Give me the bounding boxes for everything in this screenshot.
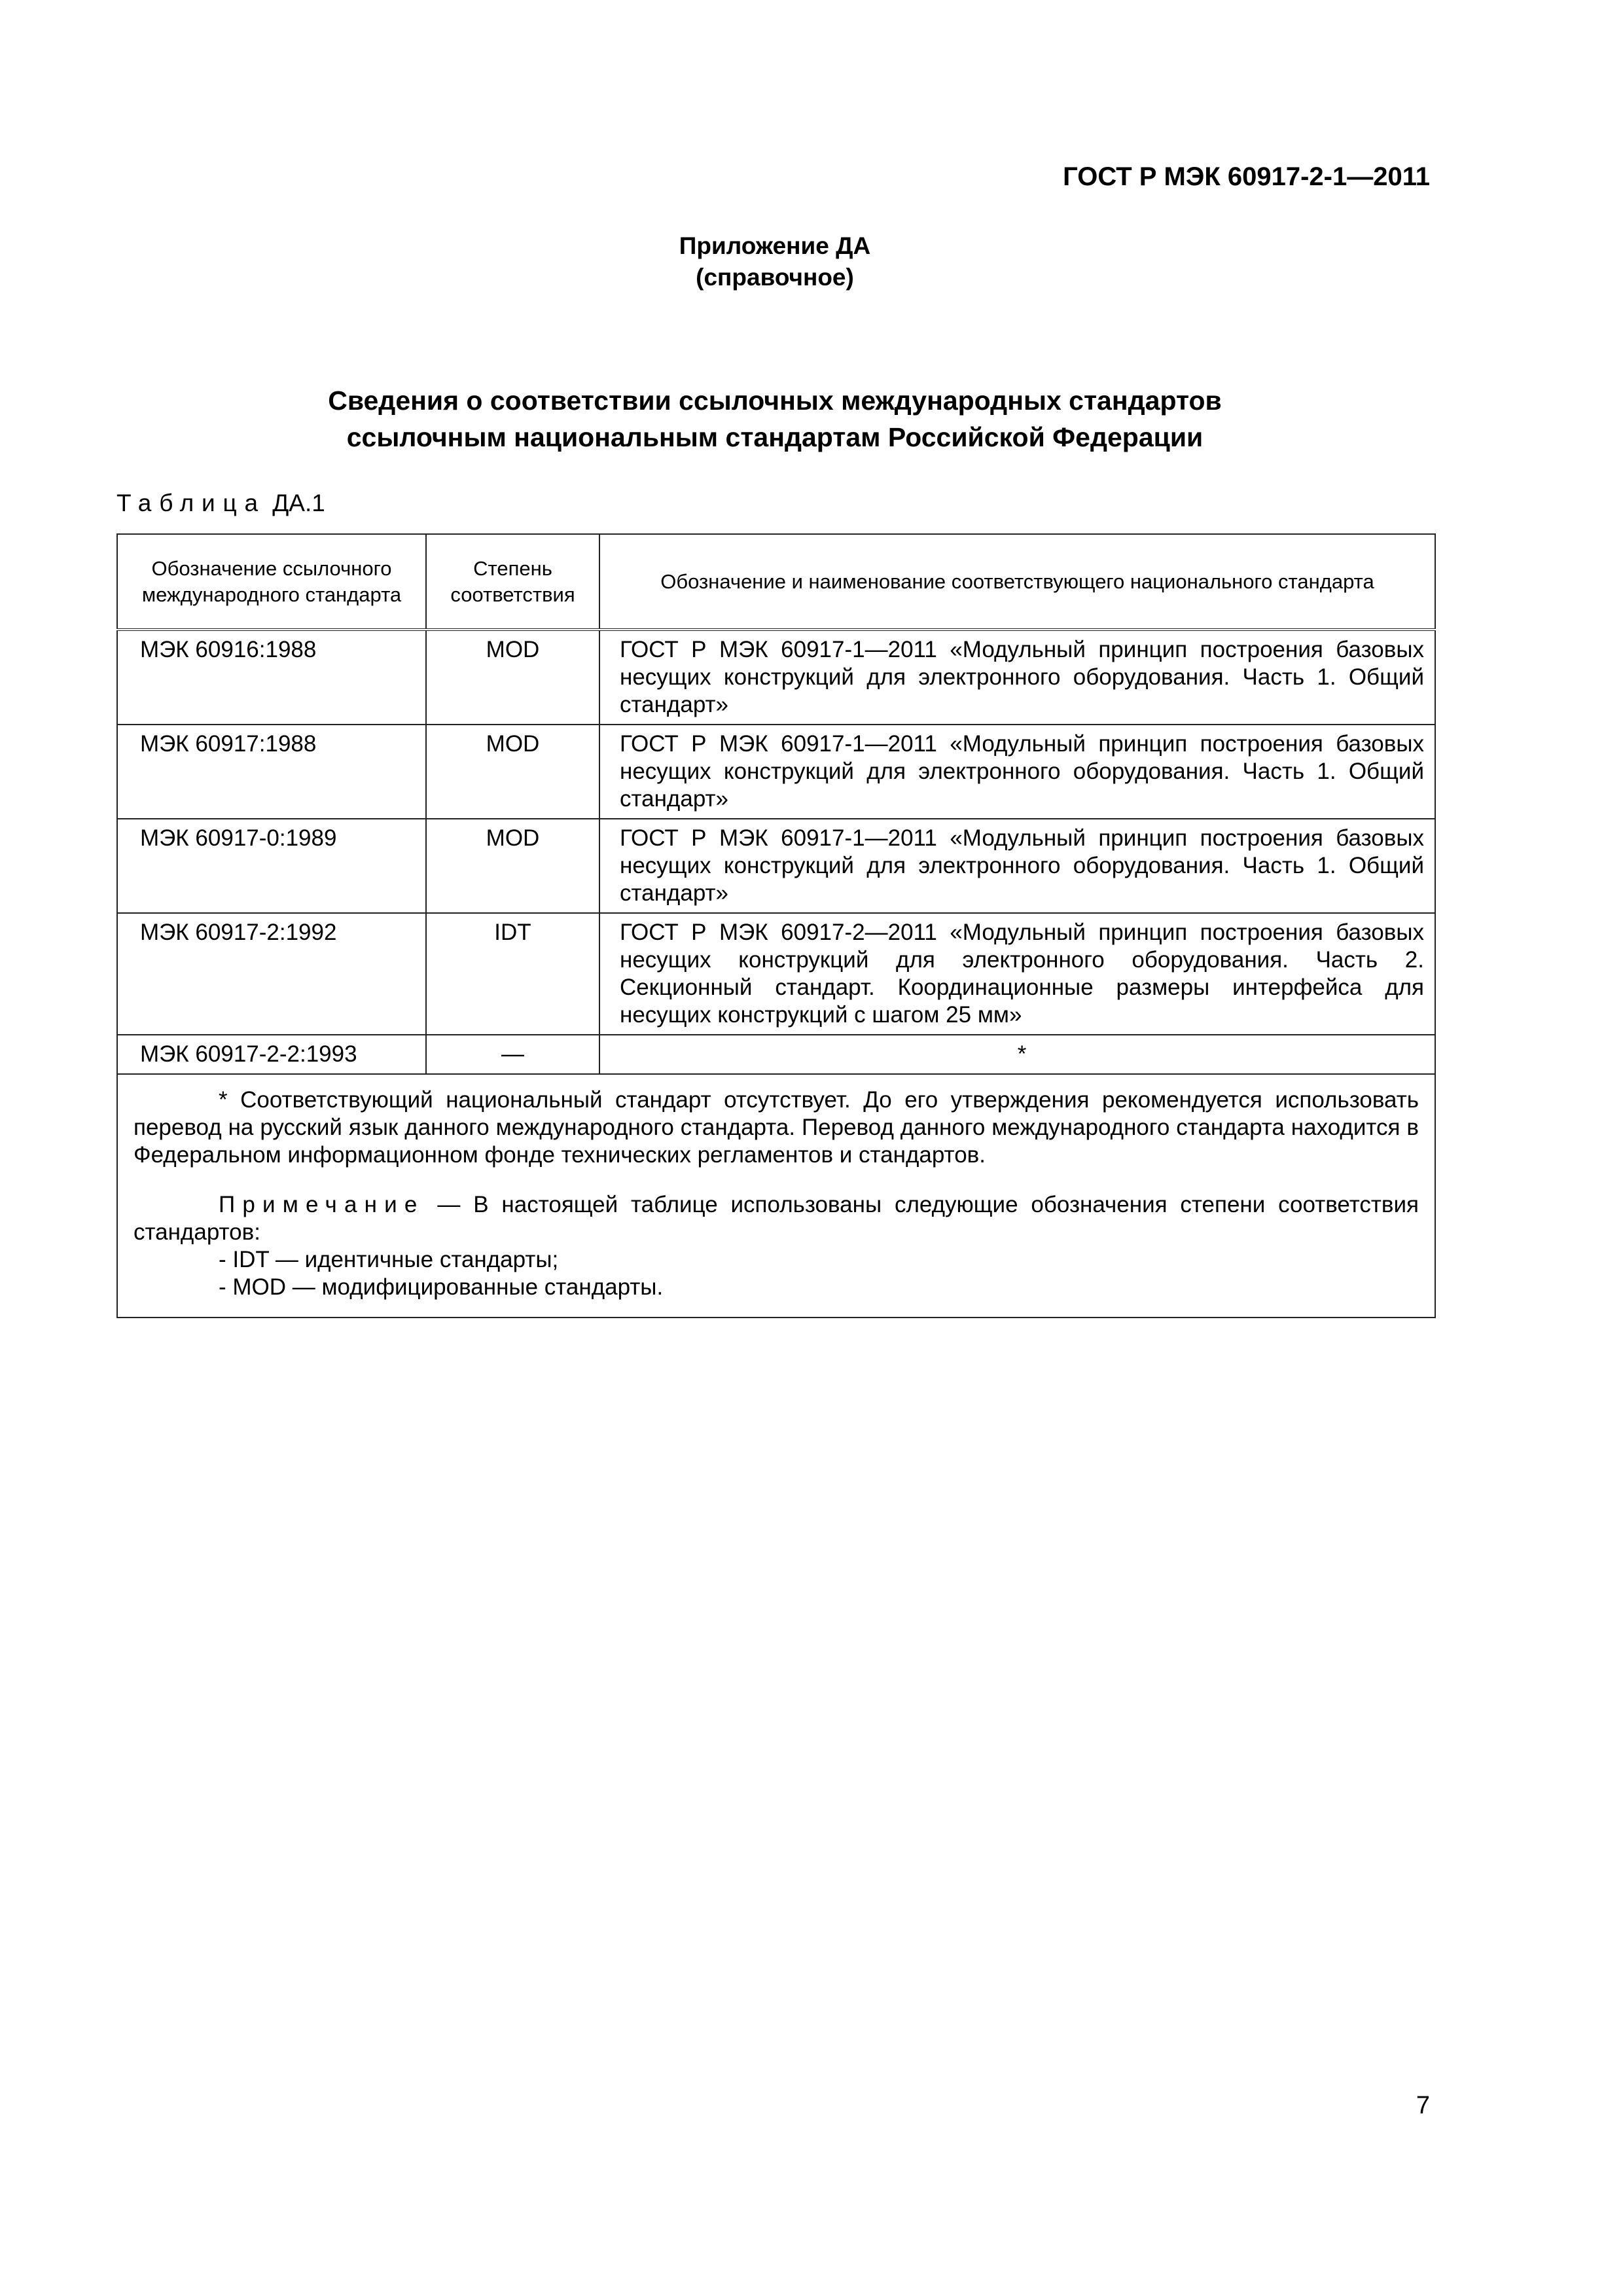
note-item-idt: - IDT — идентичные стандарты; (219, 1247, 559, 1272)
annex-heading (0, 230, 1550, 293)
correspondence-table (116, 533, 1436, 1318)
annex-status: (справочное) (696, 264, 854, 291)
national-standard-cell: ГОСТ Р МЭК 60917-1—2011 «Модульный принцип построения базовых несущих конструкций для электронного оборудования. Часть 1. Общий стандарт» (599, 819, 1435, 913)
table-caption (116, 490, 325, 517)
degree-cell: — (426, 1035, 599, 1074)
table-footnote: * Соответствующий национальный стандарт отсутствует. До его утверждения рекомендуется использовать перевод на русский язык данного международного стандарта. Перевод данного международного стандарта находится в Федеральном информационном фонде технических регламентов и стандартов. (134, 1087, 1419, 1168)
note-label: Примечание (219, 1192, 425, 1217)
document-code: ГОСТ Р МЭК 60917-2-1—2011 (1063, 162, 1430, 191)
table-row (117, 1035, 1435, 1074)
column-header-international-standard: Обозначение ссылочного международного стандарта (117, 534, 426, 630)
section-title-line-2: ссылочным национальным стандартам Российской Федерации (346, 422, 1204, 452)
international-standard-cell: МЭК 60917-2:1992 (117, 913, 426, 1035)
column-header-national-standard: Обозначение и наименование соответствующего национального стандарта (599, 534, 1435, 630)
international-standard-cell: МЭК 60917-0:1989 (117, 819, 426, 913)
table-row (117, 913, 1435, 1035)
table-notes-row (117, 1074, 1435, 1318)
section-title (0, 382, 1550, 456)
note-text: — В настоящей таблице использованы следующие обозначения степени соответствия стандартов: (134, 1192, 1419, 1245)
table-notes-cell (117, 1074, 1435, 1318)
international-standard-cell: МЭК 60916:1988 (117, 630, 426, 725)
annex-title: Приложение ДА (679, 232, 871, 259)
international-standard-cell: МЭК 60917:1988 (117, 725, 426, 819)
page-number: 7 (1416, 2092, 1430, 2119)
degree-cell: MOD (426, 630, 599, 725)
note-item-mod: - MOD — модифицированные стандарты. (219, 1274, 664, 1300)
table-caption-word: Таблица (116, 490, 266, 516)
column-header-degree: Степень соответствия (426, 534, 599, 630)
table-caption-number: ДА.1 (272, 490, 325, 516)
degree-cell: MOD (426, 819, 599, 913)
table-row (117, 725, 1435, 819)
national-standard-cell: ГОСТ Р МЭК 60917-1—2011 «Модульный принцип построения базовых несущих конструкций для электронного оборудования. Часть 1. Общий стандарт» (599, 725, 1435, 819)
national-standard-cell: * (599, 1035, 1435, 1074)
national-standard-cell: ГОСТ Р МЭК 60917-1—2011 «Модульный принцип построения базовых несущих конструкций для электронного оборудования. Часть 1. Общий стандарт» (599, 630, 1435, 725)
table-header-row (117, 534, 1435, 630)
table-note (134, 1191, 1419, 1246)
national-standard-cell: ГОСТ Р МЭК 60917-2—2011 «Модульный принцип построения базовых несущих конструкций для электронного оборудования. Часть 2. Секционный стандарт. Координационные размеры интерфейса для несущих конструкций с шагом 25 мм» (599, 913, 1435, 1035)
section-title-line-1: Сведения о соответствии ссылочных международных стандартов (328, 386, 1222, 416)
degree-cell: MOD (426, 725, 599, 819)
table-row (117, 819, 1435, 913)
degree-cell: IDT (426, 913, 599, 1035)
international-standard-cell: МЭК 60917-2-2:1993 (117, 1035, 426, 1074)
table-row (117, 630, 1435, 725)
